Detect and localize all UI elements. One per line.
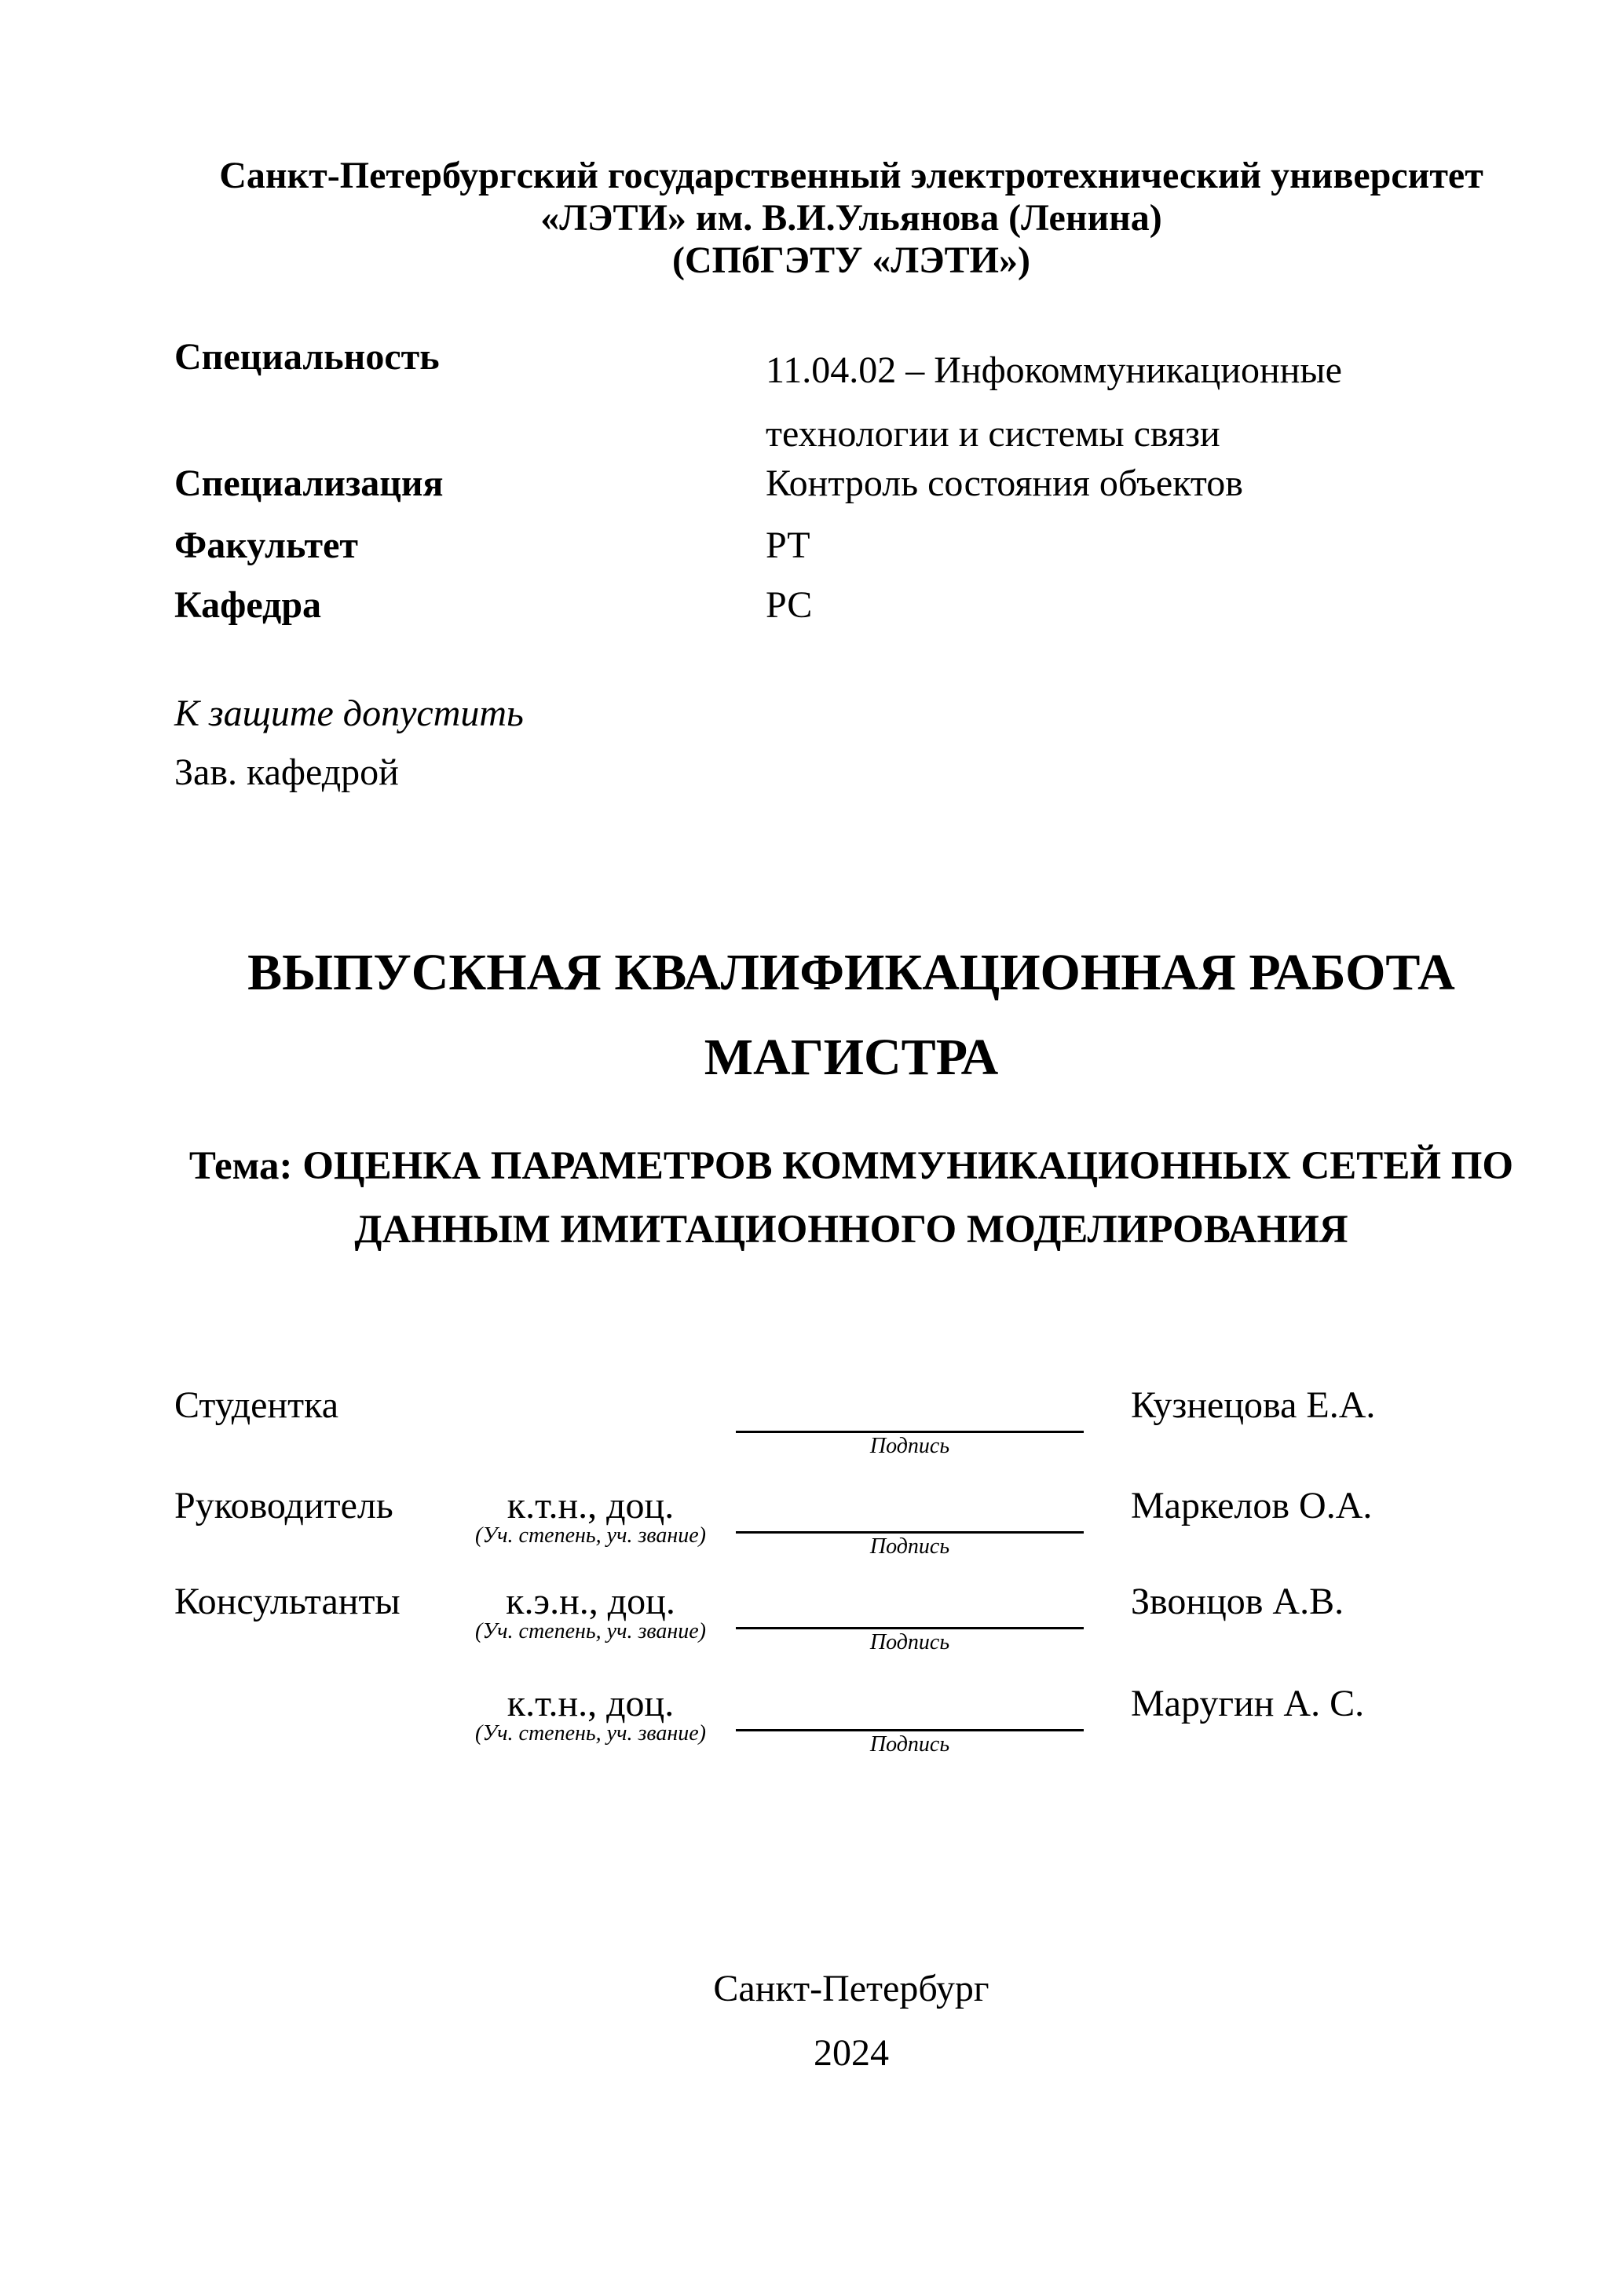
specialty-label: Специальность [174,336,440,378]
supervisor-signature-caption: Подпись [869,1534,950,1559]
supervisor-name: Маркелов О.А. [1131,1485,1373,1526]
admission-permission-text: К защите допустить [174,693,524,734]
consultant2-name: Маругин А. С. [1131,1683,1365,1724]
thesis-topic [174,1135,1528,1262]
department-label: Кафедра [174,584,322,626]
consultant1-name: Звонцов А.В. [1131,1581,1344,1622]
specialization-value: Контроль состояния объектов [766,462,1243,504]
supervisor-signature-line [736,1531,1084,1534]
department-head-label: Зав. кафедрой [174,751,399,793]
admission-block [174,684,524,802]
faculty-label: Факультет [174,525,358,566]
consultant1-degree: к.э.н., доц. [506,1581,675,1622]
consultant2-degree: к.т.н., доц. [507,1683,675,1724]
footer-year: 2024 [814,2032,889,2074]
footer-city: Санкт-Петербург [713,1968,989,2009]
thesis-topic-line2: ДАННЫМ ИМИТАЦИОННОГО МОДЕЛИРОВАНИЯ [354,1208,1348,1252]
work-title [174,930,1528,1100]
student-role-label: Студентка [174,1384,338,1426]
student-signature-caption: Подпись [869,1434,950,1458]
footer [174,1957,1528,2086]
consultant1-degree-caption: (Уч. степень, уч. звание) [475,1619,706,1643]
supervisor-degree-caption: (Уч. степень, уч. звание) [475,1523,706,1548]
consultants-role-label: Консультанты [174,1581,401,1622]
specialization-label: Специализация [174,462,444,504]
faculty-value: РТ [766,525,810,566]
department-value: РС [766,584,813,626]
consultant2-signature-caption: Подпись [869,1732,950,1757]
signature-row-consultant-1 [174,1583,1528,1685]
consultant2-degree-caption: (Уч. степень, уч. звание) [475,1721,706,1746]
specialty-value: 11.04.02 – Инфокоммуникационные технологии и системы связи [766,349,1342,455]
thesis-topic-line1: Тема: ОЦЕНКА ПАРАМЕТРОВ КОММУНИКАЦИОННЫХ СЕТЕЙ ПО [188,1144,1514,1188]
student-signature-line [736,1431,1084,1433]
consultant1-signature-line [736,1627,1084,1629]
supervisor-role-label: Руководитель [174,1485,393,1526]
work-title-line2: МАГИСТРА [704,1029,999,1086]
university-abbreviation: (СПбГЭТУ «ЛЭТИ») [672,239,1030,281]
work-title-line1: ВЫПУСКНАЯ КВАЛИФИКАЦИОННАЯ РАБОТА [247,944,1455,1001]
signature-row-supervisor [174,1487,1528,1589]
signature-row-consultant-2 [174,1685,1528,1787]
consultant1-signature-caption: Подпись [869,1630,950,1654]
university-header [174,155,1528,282]
consultant2-signature-line [736,1729,1084,1731]
student-name: Кузнецова Е.А. [1131,1384,1376,1426]
university-name-leti: «ЛЭТИ» им. В.И.Ульянова (Ленина) [540,197,1162,239]
signature-row-student [174,1384,1528,1489]
university-name: Санкт-Петербургский государственный электротехнический университет [219,155,1483,196]
supervisor-degree: к.т.н., доц. [507,1485,675,1526]
